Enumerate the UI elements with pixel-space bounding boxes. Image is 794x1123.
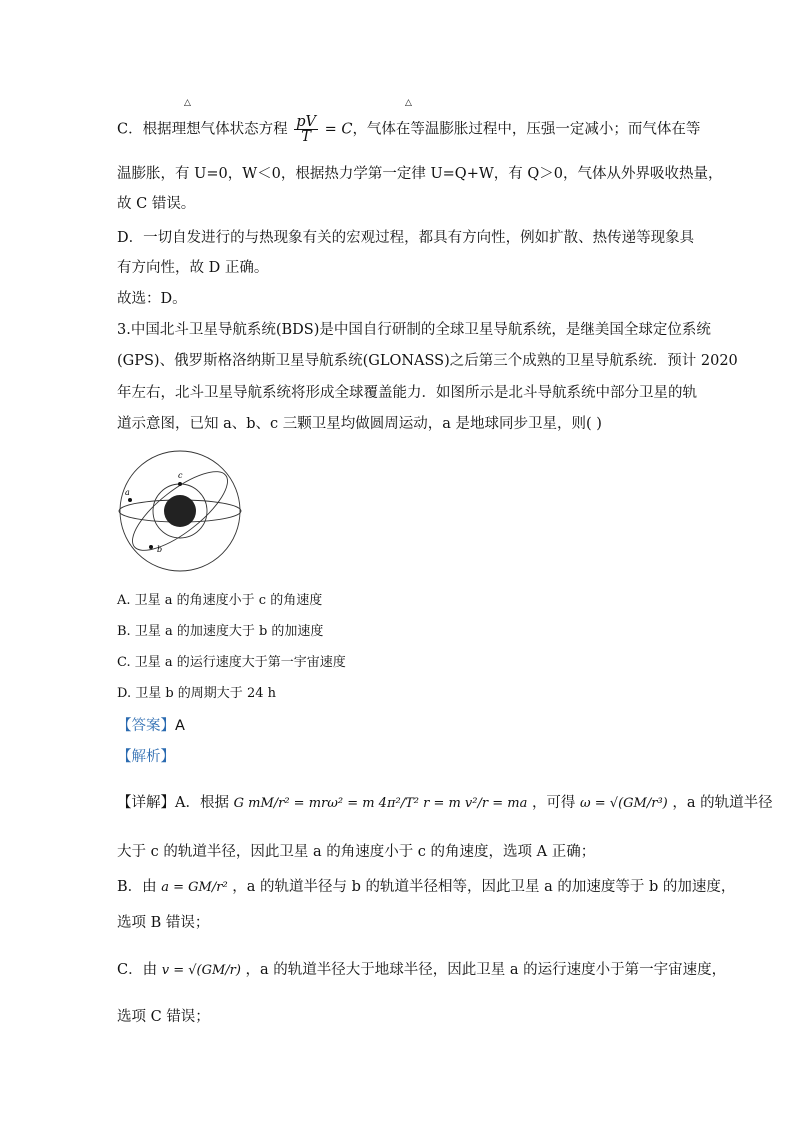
option-c: C. 卫星 a 的运行速度大于第一宇宙速度 [117,655,346,670]
detail-c-prefix: C．由 [117,962,158,978]
prev-option-d-line2: 有方向性，故 D 正确。 [117,260,269,276]
detail-a-line1 [117,793,773,814]
prev-answer: 故选：D。 [117,291,187,307]
detail-a-mid: ，可得 [531,795,576,811]
satellite-b [149,545,153,549]
frac-denominator: T [301,129,311,145]
option-a: A. 卫星 a 的角速度小于 c 的角速度 [117,593,323,608]
detail-a-line2: 大于 c 的轨道半径，因此卫星 a 的角速度小于 c 的角速度，选项 A 正确； [117,844,596,860]
detail-a-tail: ，a 的轨道半径 [672,795,773,811]
detail-b-formula: a = GM/r² [161,880,228,895]
question3-line3: 年左右，北斗卫星导航系统将形成全球覆盖能力．如图所示是北斗导航系统中部分卫星的轨 [117,385,697,401]
satellite-a [128,498,132,502]
prev-option-c-line3: 故 C 错误。 [117,196,196,212]
option-d: D. 卫星 b 的周期大于 24 h [117,686,276,701]
detail-b-tail: ，a 的轨道半径与 b 的轨道半径相等，因此卫星 a 的加速度等于 b 的加速度， [232,879,736,895]
detail-a-result: ω = √(GM/r³) [580,796,668,811]
detail-a-formula: G mM/r² = mrω² = m 4π²/T² r = m v²/r = ma [233,796,528,811]
earth [164,495,196,527]
label-b: b [157,545,163,554]
equals-c: = C [324,121,353,138]
label-a: a [125,488,130,497]
detail-b-line2: 选项 B 错误； [117,915,210,931]
detail-c-line1 [117,960,726,981]
detail-a-prefix: A．根据 [175,795,229,811]
option-c-prefix: C．根据理想气体状态方程 [117,121,288,138]
detail-c-tail: ，a 的轨道半径大于地球半径，因此卫星 a 的运行速度小于第一宇宙速度， [245,962,727,978]
detail-c-formula: v = √(GM/r) [161,963,241,978]
detail-tag: 【详解】 [117,795,175,811]
detail-c-line2: 选项 C 错误； [117,1009,210,1025]
label-c: c [178,471,183,480]
pv-over-t-fraction [294,115,318,144]
question3-line2: (GPS)、俄罗斯格洛纳斯卫星导航系统(GLONASS)之后第三个成熟的卫星导航系统．预计 2020 [117,353,738,369]
detail-b-prefix: B．由 [117,879,157,895]
answer-value: A [175,718,185,734]
prev-option-d-line1: D．一切自发进行的与热现象有关的宏观过程，都具有方向性，例如扩散、热传递等现象具 [117,230,695,246]
question3-line4: 道示意图，已知 a、b、c 三颗卫星均做圆周运动，a 是地球同步卫星，则( ) [117,416,602,432]
answer-line [117,716,185,736]
prev-option-c-line2: 温膨胀，有 U=0，W＜0，根据热力学第一定律 U=Q+W，有 Q＞0，气体从外界吸收热量， [117,166,723,182]
delta-mark-2: △ [405,98,412,108]
prev-option-c-line1 [117,115,700,144]
analysis-tag [117,747,175,767]
analysis-label: 【解析】 [117,749,175,765]
option-c-tail: ，气体在等温膨胀过程中，压强一定减小；而气体在等 [352,121,701,138]
delta-mark-1: △ [184,98,191,108]
satellite-orbit-figure [117,450,247,575]
detail-b-line1 [117,877,735,898]
question3-line1: 3.中国北斗卫星导航系统(BDS)是中国自行研制的全球卫星导航系统，是继美国全球定位系统 [117,322,711,338]
answer-tag: 【答案】 [117,718,175,734]
satellite-c [178,482,182,486]
frac-numerator: pV [296,114,316,130]
option-b: B. 卫星 a 的加速度大于 b 的加速度 [117,624,324,639]
